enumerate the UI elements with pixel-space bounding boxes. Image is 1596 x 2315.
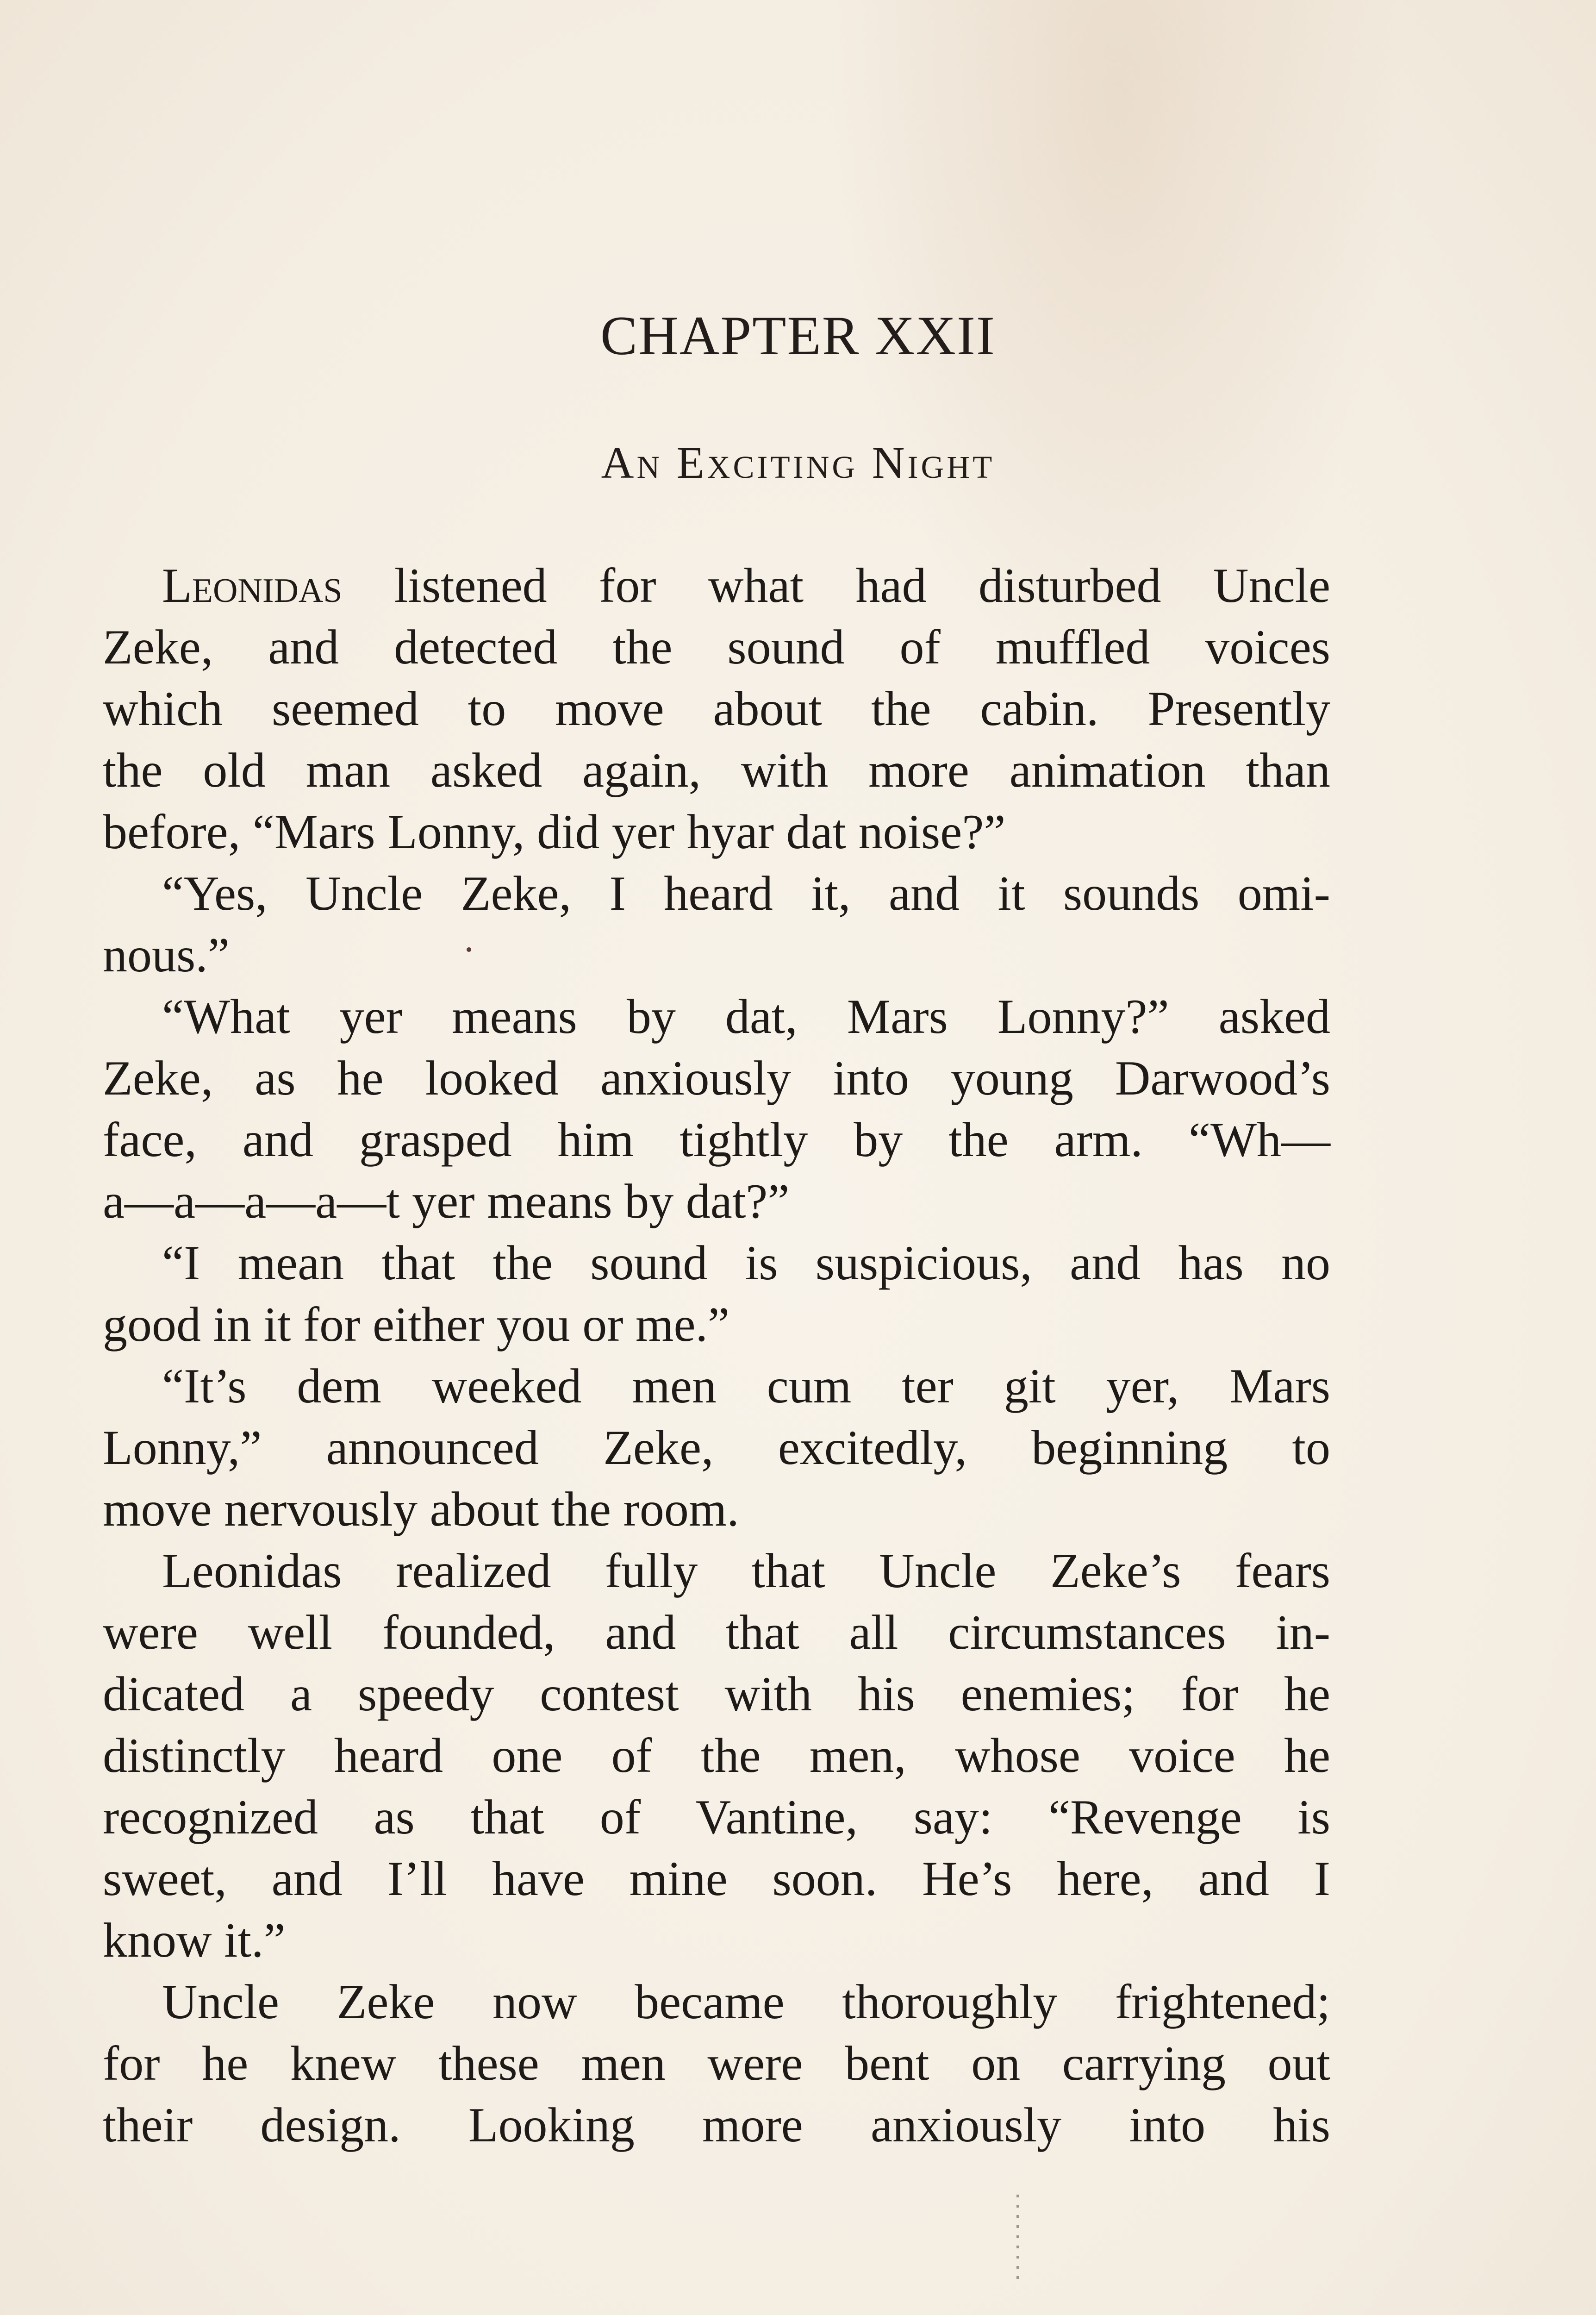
text-line: distinctly heard one of the men, whose voice he <box>103 1728 1330 1783</box>
body-text <box>103 555 1330 2156</box>
text-line: face, and grasped him tightly by the arm. “Wh— <box>103 1113 1330 1167</box>
scratch-mark <box>1016 2195 1019 2283</box>
text-line: Lonny,” announced Zeke, excitedly, beginning to <box>103 1420 1330 1475</box>
ink-speck <box>467 947 471 952</box>
text-line: their design. Looking more anxiously into his <box>103 2098 1330 2152</box>
text-line: “It’s dem weeked men cum ter git yer, Mars <box>162 1359 1330 1413</box>
chapter-title: An Exciting Night <box>601 438 995 488</box>
text-line: a—a—a—a—t yer means by dat?” <box>103 1174 790 1228</box>
text-line: “What yer means by dat, Mars Lonny?” asked <box>162 989 1330 1044</box>
text-line: know it.” <box>103 1913 286 1967</box>
text-line: good in it for either you or me.” <box>103 1297 730 1351</box>
text-line <box>103 555 1330 616</box>
text-line: Zeke, and detected the sound of muffled voices <box>103 620 1330 674</box>
chapter-heading: CHAPTER XXII <box>600 305 996 366</box>
text-line: Leonidas realized fully that Uncle Zeke’s fears <box>162 1544 1330 1598</box>
text-line: were well founded, and that all circumstances in- <box>103 1605 1330 1659</box>
text-line: nous.” <box>103 928 230 982</box>
text-line: “Yes, Uncle Zeke, I heard it, and it sounds omi- <box>162 866 1330 920</box>
text-line: for he knew these men were bent on carrying out <box>103 2036 1330 2090</box>
text-line: dicated a speedy contest with his enemies; for he <box>103 1667 1330 1721</box>
text-line: sweet, and I’ll have mine soon. He’s here, and I <box>103 1852 1330 1906</box>
text-line: “I mean that the sound is suspicious, and has no <box>162 1236 1330 1290</box>
line-text: listened for what had disturbed Uncle <box>342 558 1330 613</box>
drop-word: Leonidas <box>162 558 343 613</box>
text-line: move nervously about the room. <box>103 1482 739 1536</box>
text-line: recognized as that of Vantine, say: “Revenge is <box>103 1790 1330 1844</box>
text-line: which seemed to move about the cabin. Presently <box>103 682 1330 736</box>
text-line: before, “Mars Lonny, did yer hyar dat noise?” <box>103 805 1006 859</box>
text-line: Uncle Zeke now became thoroughly frightened; <box>162 1975 1330 2029</box>
text-line: Zeke, as he looked anxiously into young Darwood’s <box>103 1051 1330 1105</box>
text-line: the old man asked again, with more animation than <box>103 743 1330 797</box>
